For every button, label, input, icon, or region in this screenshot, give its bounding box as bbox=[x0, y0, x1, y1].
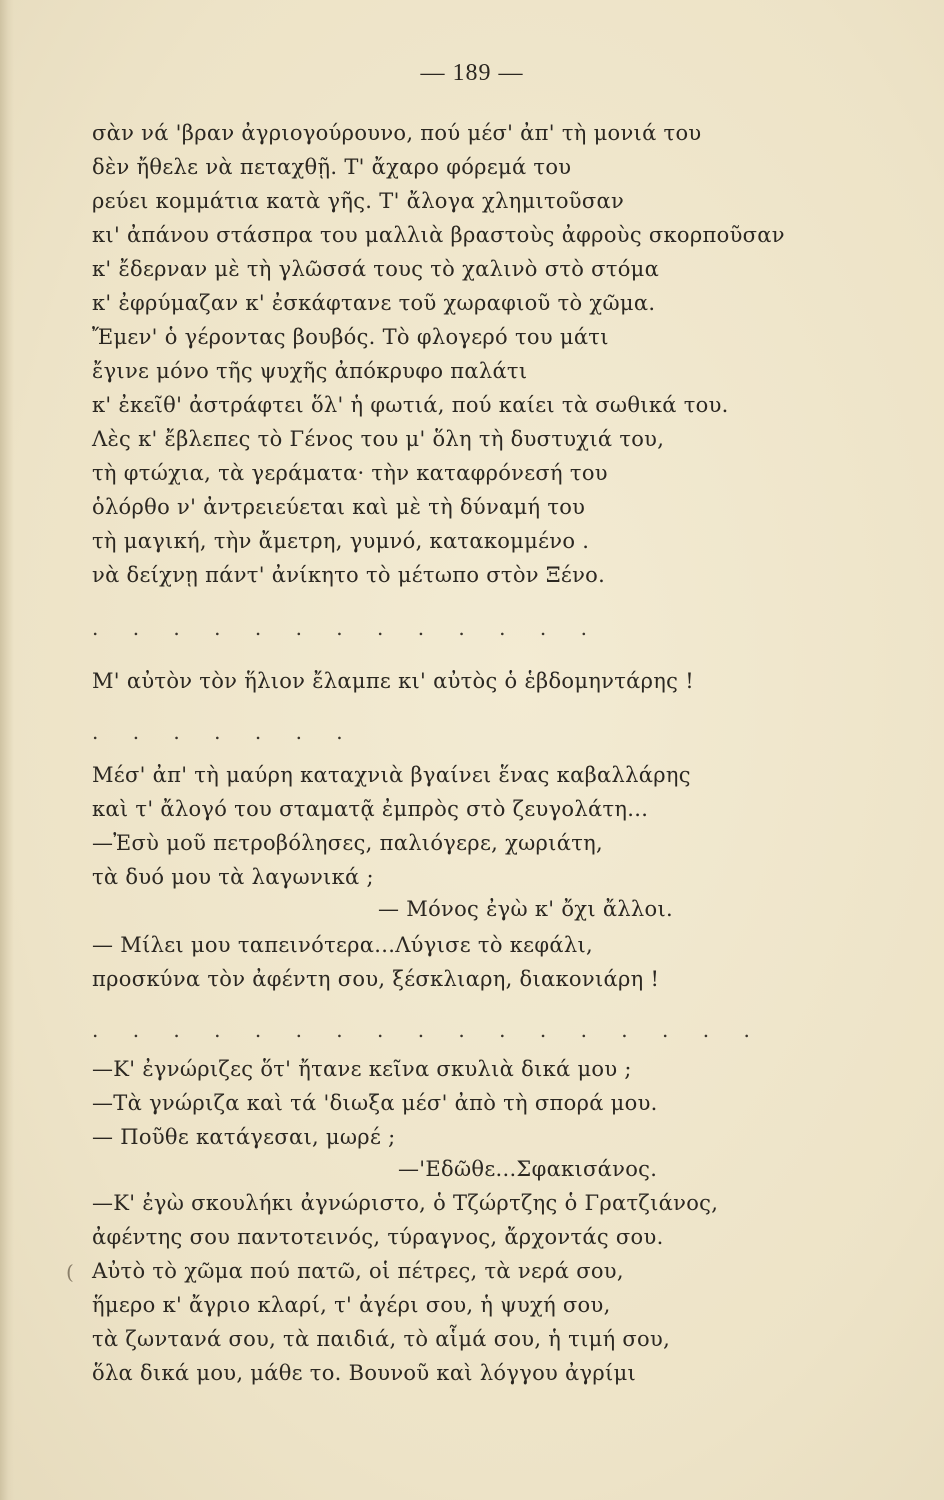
verse-line: —Κ' ἐγὼ σκουλήκι ἀγνώριστο, ὁ Τζώρτζης ὁ Γρατζιάνος, bbox=[92, 1191, 719, 1215]
verse-line: ὅλα δικά μου, μάθε το. Βουνοῦ καὶ λόγγου ἀγρίμι bbox=[92, 1361, 637, 1385]
verse-line: Αὐτὸ τὸ χῶμα πού πατῶ, οἱ πέτρες, τὰ νερά σου, bbox=[92, 1259, 624, 1283]
verse-line: ἔγινε μόνο τῆς ψυχῆς ἀπόκρυφο παλάτι bbox=[92, 359, 528, 383]
page-number: — 189 — bbox=[420, 60, 524, 86]
verse-line: Ἔμεν' ὁ γέροντας βουβός. Τὸ φλογερό του μάτι bbox=[92, 325, 609, 349]
verse-line: προσκύνα τὸν ἀφέντη σου, ξέσκλιαρη, διακονιάρη ! bbox=[92, 967, 660, 991]
verse-line: σὰν νά 'βραν ἀγριογούρουνο, πού μέσ' ἀπ' τὴ μονιά του bbox=[92, 121, 702, 145]
verse-line: καὶ τ' ἄλογό του σταματᾷ ἐμπρὸς στὸ ζευγολάτη... bbox=[92, 797, 649, 821]
verse-line: —'Εδῶθε...Σφακισάνος. bbox=[398, 1157, 658, 1181]
verse-line: νὰ δείχνῃ πάντ' ἀνίκητο τὸ μέτωπο στὸν Ξένο. bbox=[92, 563, 606, 587]
ellipsis-separator: . . . . . . . bbox=[92, 720, 357, 744]
verse-line: ὁλόρθο ν' ἀντρειεύεται καὶ μὲ τὴ δύναμή του bbox=[92, 495, 586, 519]
verse-line: δὲν ἤθελε νὰ πεταχθῇ. Τ' ἄχαρο φόρεμά του bbox=[92, 155, 572, 179]
verse-line: — Ποῦθε κατάγεσαι, μωρέ ; bbox=[92, 1125, 396, 1149]
verse-line: τὴ μαγική, τὴν ἄμετρη, γυμνό, κατακομμένο . bbox=[92, 529, 590, 553]
verse-line: —Ἐσὺ μοῦ πετροβόλησες, παλιόγερε, χωριάτη, bbox=[92, 831, 603, 855]
ellipsis-separator: . . . . . . . . . . . . . bbox=[92, 616, 601, 640]
verse-line: τὰ ζωντανά σου, τὰ παιδιά, τὸ αἷμά σου, ἡ τιμή σου, bbox=[92, 1327, 671, 1351]
verse-line: κ' ἐφρύμαζαν κ' ἐσκάφτανε τοῦ χωραφιοῦ τὸ χῶμα. bbox=[92, 291, 656, 315]
verse-line: Μ' αὐτὸν τὸν ἥλιον ἔλαμπε κι' αὐτὸς ὁ ἑβδομηντάρης ! bbox=[92, 669, 694, 693]
verse-line: —Κ' ἐγνώριζες ὅτ' ἤτανε κεῖνα σκυλιὰ δικά μου ; bbox=[92, 1057, 632, 1081]
verse-line: τὰ δυό μου τὰ λαγωνικά ; bbox=[92, 865, 374, 889]
binding-edge bbox=[0, 0, 14, 1500]
ellipsis-separator: . . . . . . . . . . . . . . . . . bbox=[92, 1018, 764, 1042]
verse-line: Λὲς κ' ἔβλεπες τὸ Γένος του μ' ὅλη τὴ δυστυχιά του, bbox=[92, 427, 665, 451]
verse-line: ρεύει κομμάτια κατὰ γῆς. Τ' ἄλογα χλημιτοῦσαν bbox=[92, 189, 625, 213]
verse-line: —Τὰ γνώριζα καὶ τά 'διωξα μέσ' ἀπὸ τὴ σπορά μου. bbox=[92, 1091, 658, 1115]
verse-line: ἀφέντης σου παντοτεινός, τύραγνος, ἄρχοντάς σου. bbox=[92, 1225, 664, 1249]
verse-line: — Μόνος ἐγὼ κ' ὄχι ἄλλοι. bbox=[378, 897, 673, 921]
verse-line: ἥμερο κ' ἄγριο κλαρί, τ' ἀγέρι σου, ἡ ψυχή σου, bbox=[92, 1293, 611, 1317]
verse-line: — Μίλει μου ταπεινότερα...Λύγισε τὸ κεφάλι, bbox=[92, 933, 593, 957]
margin-mark: ( bbox=[66, 1260, 74, 1284]
verse-line: Μέσ' ἀπ' τὴ μαύρη καταχνιὰ βγαίνει ἕνας καβαλλάρης bbox=[92, 763, 691, 787]
verse-line: κ' ἔδερναν μὲ τὴ γλῶσσά τους τὸ χαλινὸ στὸ στόμα bbox=[92, 257, 660, 281]
verse-line: τὴ φτώχια, τὰ γεράματα· τὴν καταφρόνεσή του bbox=[92, 461, 608, 485]
verse-line: κ' ἐκεῖθ' ἀστράφτει ὅλ' ἡ φωτιά, πού καίει τὰ σωθικά του. bbox=[92, 393, 729, 417]
verse-line: κι' ἀπάνου στάσπρα του μαλλιὰ βραστοὺς ἀφροὺς σκορποῦσαν bbox=[92, 223, 785, 247]
